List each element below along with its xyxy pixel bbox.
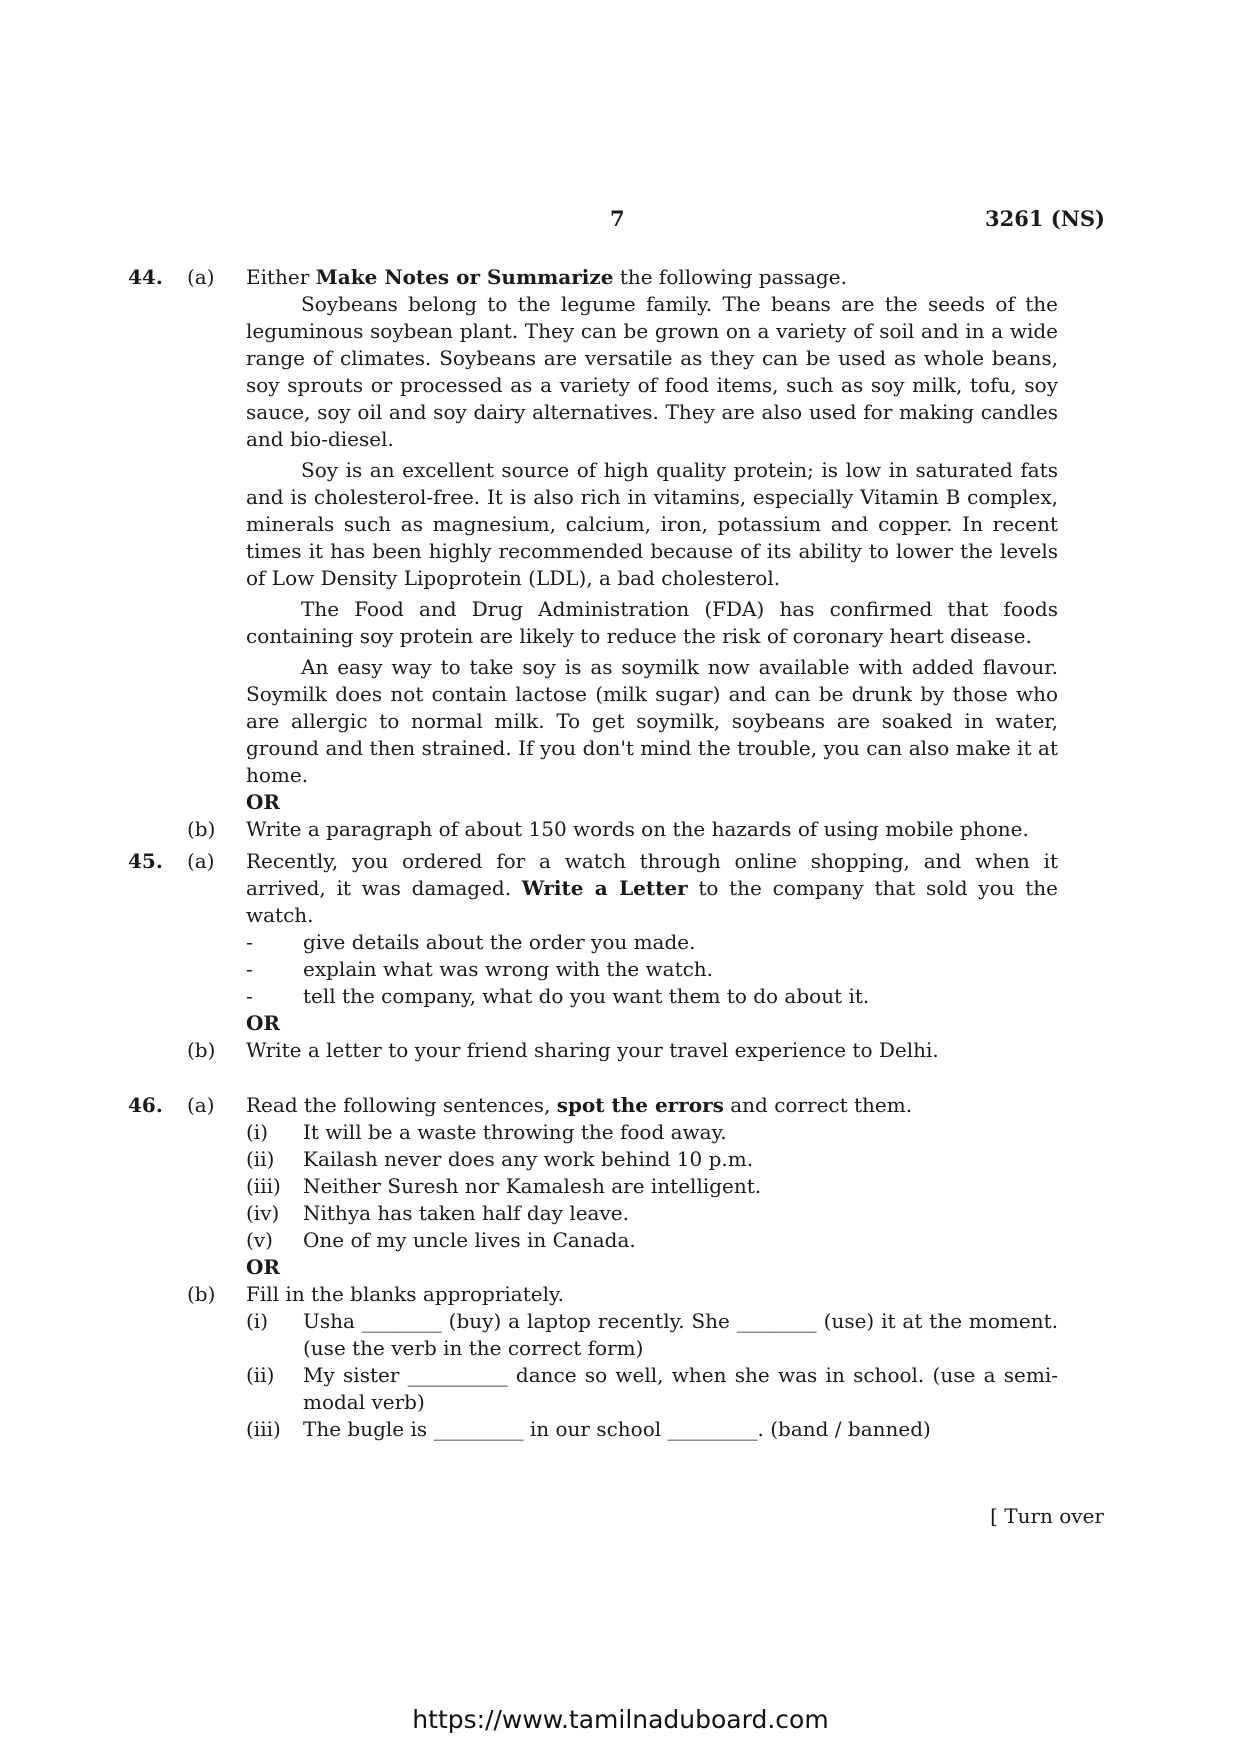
list-item: (ii) My sister __________ dance so well, when she was in school. (use a semi-modal verb) xyxy=(246,1363,1058,1414)
list-item: (ii) Kailash never does any work behind 10 p.m. xyxy=(246,1147,754,1171)
question-number: 45. xyxy=(128,849,163,873)
passage-paragraph-1: Soybeans belong to the legume family. The beans are the seeds of the leguminous soybean plant. They can be grown on a variety of soil and in a wide range of climates. Soybeans are versatile as they can be used as whole beans, soy sprouts or processed as a variety of food items, such as soy milk, tofu, soy sauce, soy oil and soy dairy alternatives. They are also used for making candles and bio-diesel. xyxy=(246,292,1058,451)
list-item: (v) One of my uncle lives in Canada. xyxy=(246,1228,636,1252)
part-b xyxy=(128,1037,1058,1064)
instruction: Read the following sentences, spot the errors and correct them. xyxy=(246,1093,913,1117)
part-label: (b) xyxy=(187,1282,216,1306)
question-number: 46. xyxy=(128,1093,163,1117)
list-item: (iv) Nithya has taken half day leave. xyxy=(246,1201,629,1225)
list-item: - explain what was wrong with the watch. xyxy=(246,957,714,981)
part-label: (b) xyxy=(187,1038,216,1062)
turn-over-note: [ Turn over xyxy=(990,1504,1104,1528)
website-url: https://www.tamilnaduboard.com xyxy=(412,1705,829,1734)
or-divider: OR xyxy=(246,1011,281,1035)
question-45 xyxy=(128,848,1058,1064)
passage-paragraph-2: Soy is an excellent source of high quality protein; is low in saturated fats and is cholesterol-free. It is also rich in vitamins, especially Vitamin B complex, minerals such as magnesium, calcium, iron, potassium and copper. In recent times it has been highly recommended because of its ability to lower the levels of Low Density Lipoprotein (LDL), a bad cholesterol. xyxy=(246,458,1058,590)
or-divider: OR xyxy=(246,1255,281,1279)
part-b-text: Write a paragraph of about 150 words on the hazards of using mobile phone. xyxy=(246,817,1029,841)
instruction: Fill in the blanks appropriately. xyxy=(246,1282,564,1306)
part-a-body xyxy=(246,264,1058,816)
or-divider: OR xyxy=(246,790,281,814)
part-label: (a) xyxy=(187,849,215,873)
list-item: (i) It will be a waste throwing the food away. xyxy=(246,1120,727,1144)
instruction: Either Make Notes or Summarize the following passage. xyxy=(246,265,847,289)
part-b xyxy=(128,816,1058,843)
question-46 xyxy=(128,1092,1058,1443)
paper-code: 3261 (NS) xyxy=(985,206,1105,231)
passage-paragraph-4: An easy way to take soy is as soymilk now available with added flavour. Soymilk does not contain lactose (milk sugar) and can be drunk by those who are allergic to normal milk. To get soymilk, soybeans are soaked in water, ground and then strained. If you don't mind the trouble, you can also make it at home. xyxy=(246,655,1058,787)
list-item: (iii) Neither Suresh nor Kamalesh are intelligent. xyxy=(246,1174,762,1198)
part-label: (a) xyxy=(187,265,215,289)
part-label: (b) xyxy=(187,817,216,841)
letter-prompt: Recently, you ordered for a watch through online shopping, and when it arrived, it was damaged. Write a Letter to the company that sold you the watch. xyxy=(246,849,1058,927)
passage-paragraph-3: The Food and Drug Administration (FDA) has confirmed that foods containing soy protein are likely to reduce the risk of coronary heart disease. xyxy=(246,597,1058,648)
page-number: 7 xyxy=(610,206,625,231)
question-number: 44. xyxy=(128,265,163,289)
list-item: (iii) The bugle is _________ in our school _________. (band / banned) xyxy=(246,1417,931,1441)
part-label: (a) xyxy=(187,1093,215,1117)
question-44 xyxy=(128,264,1058,843)
part-b xyxy=(128,1281,1058,1443)
part-b-text: Write a letter to your friend sharing your travel experience to Delhi. xyxy=(246,1038,939,1062)
part-a-body xyxy=(246,848,1058,1037)
part-a-body xyxy=(246,1092,1058,1281)
list-item: (i) Usha ________ (buy) a laptop recently. She ________ (use) it at the moment. (use the verb in the correct form) xyxy=(246,1309,1058,1360)
list-item: - give details about the order you made. xyxy=(246,930,696,954)
list-item: - tell the company, what do you want them to do about it. xyxy=(246,984,870,1008)
